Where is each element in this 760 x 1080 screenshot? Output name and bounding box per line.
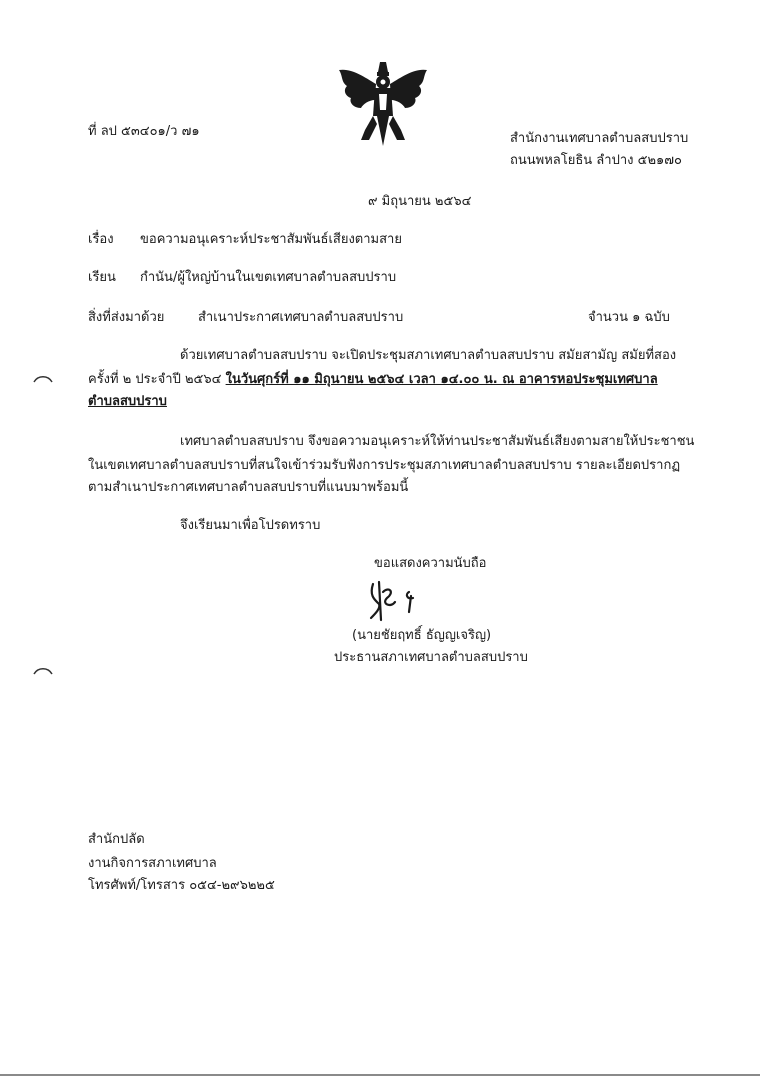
para2-line1: เทศบาลตำบลสบปราบ จึงขอความอนุเคราะห์ให้ท่านประชาสัมพันธ์เสียงตามสายให้ประชาชน: [180, 434, 695, 449]
subject-label: เรื่อง: [88, 232, 114, 247]
para1-line2: [88, 372, 658, 388]
recipient-label: เรียน: [88, 270, 116, 285]
office-address: ถนนพหลโยธิน ลำปาง ๕๒๑๗๐: [510, 153, 682, 168]
enclosure-count: จำนวน ๑ ฉบับ: [588, 310, 670, 325]
closing-paragraph: จึงเรียนมาเพื่อโปรดทราบ: [180, 518, 321, 533]
subject-text: ขอความอนุเคราะห์ประชาสัมพันธ์เสียงตามสาย: [140, 232, 402, 247]
meeting-datetime: ในวันศุกร์ที่ ๑๑ มิถุนายน ๒๕๖๔ เวลา ๑๔.๐๐ น. ณ อาคารหอประชุมเทศบาล: [225, 372, 658, 387]
para1-line1: ด้วยเทศบาลตำบลสบปราบ จะเปิดประชุมสภาเทศบาลตำบลสบปราบ สมัยสามัญ สมัยที่สอง: [180, 348, 677, 363]
footer-phone: โทรศัพท์/โทรสาร ๐๕๔-๒๙๖๒๒๕: [88, 878, 275, 893]
punch-hole-mark: [32, 372, 54, 386]
reference-number: ที่ ลป ๕๓๔๐๑/ว ๗๑: [88, 124, 200, 139]
enclosure-text: สำเนาประกาศเทศบาลตำบลสบปราบ: [198, 310, 404, 325]
punch-hole-mark: [32, 664, 54, 678]
handwritten-signature: [365, 578, 435, 626]
footer-section: งานกิจการสภาเทศบาล: [88, 856, 217, 871]
meeting-venue: ตำบลสบปราบ: [88, 394, 167, 409]
garuda-emblem-icon: [333, 60, 433, 148]
para2-line2: ในเขตเทศบาลตำบลสบปราบที่สนใจเข้าร่วมรับฟังการประชุมสภาเทศบาลตำบลสบปราบ รายละเอียดปรากฏ: [88, 458, 681, 473]
recipient-text: กำนัน/ผู้ใหญ่บ้านในเขตเทศบาลตำบลสบปราบ: [140, 270, 397, 285]
office-name: สำนักงานเทศบาลตำบลสบปราบ: [510, 131, 689, 146]
letter-date: ๙ มิถุนายน ๒๕๖๔: [368, 194, 472, 209]
para1-line2-plain: ครั้งที่ ๒ ประจำปี ๒๕๖๔: [88, 372, 222, 387]
signer-title: ประธานสภาเทศบาลตำบลสบปราบ: [334, 650, 528, 665]
regards-text: ขอแสดงความนับถือ: [374, 556, 487, 571]
scan-edge-line: [0, 1074, 760, 1076]
footer-department: สำนักปลัด: [88, 832, 145, 847]
signer-name: (นายชัยฤทธิ์ ธัญญเจริญ): [352, 628, 492, 643]
para2-line3: ตามสำเนาประกาศเทศบาลตำบลสบปราบที่แนบมาพร้อมนี้: [88, 480, 409, 495]
enclosure-label: สิ่งที่ส่งมาด้วย: [88, 310, 165, 325]
